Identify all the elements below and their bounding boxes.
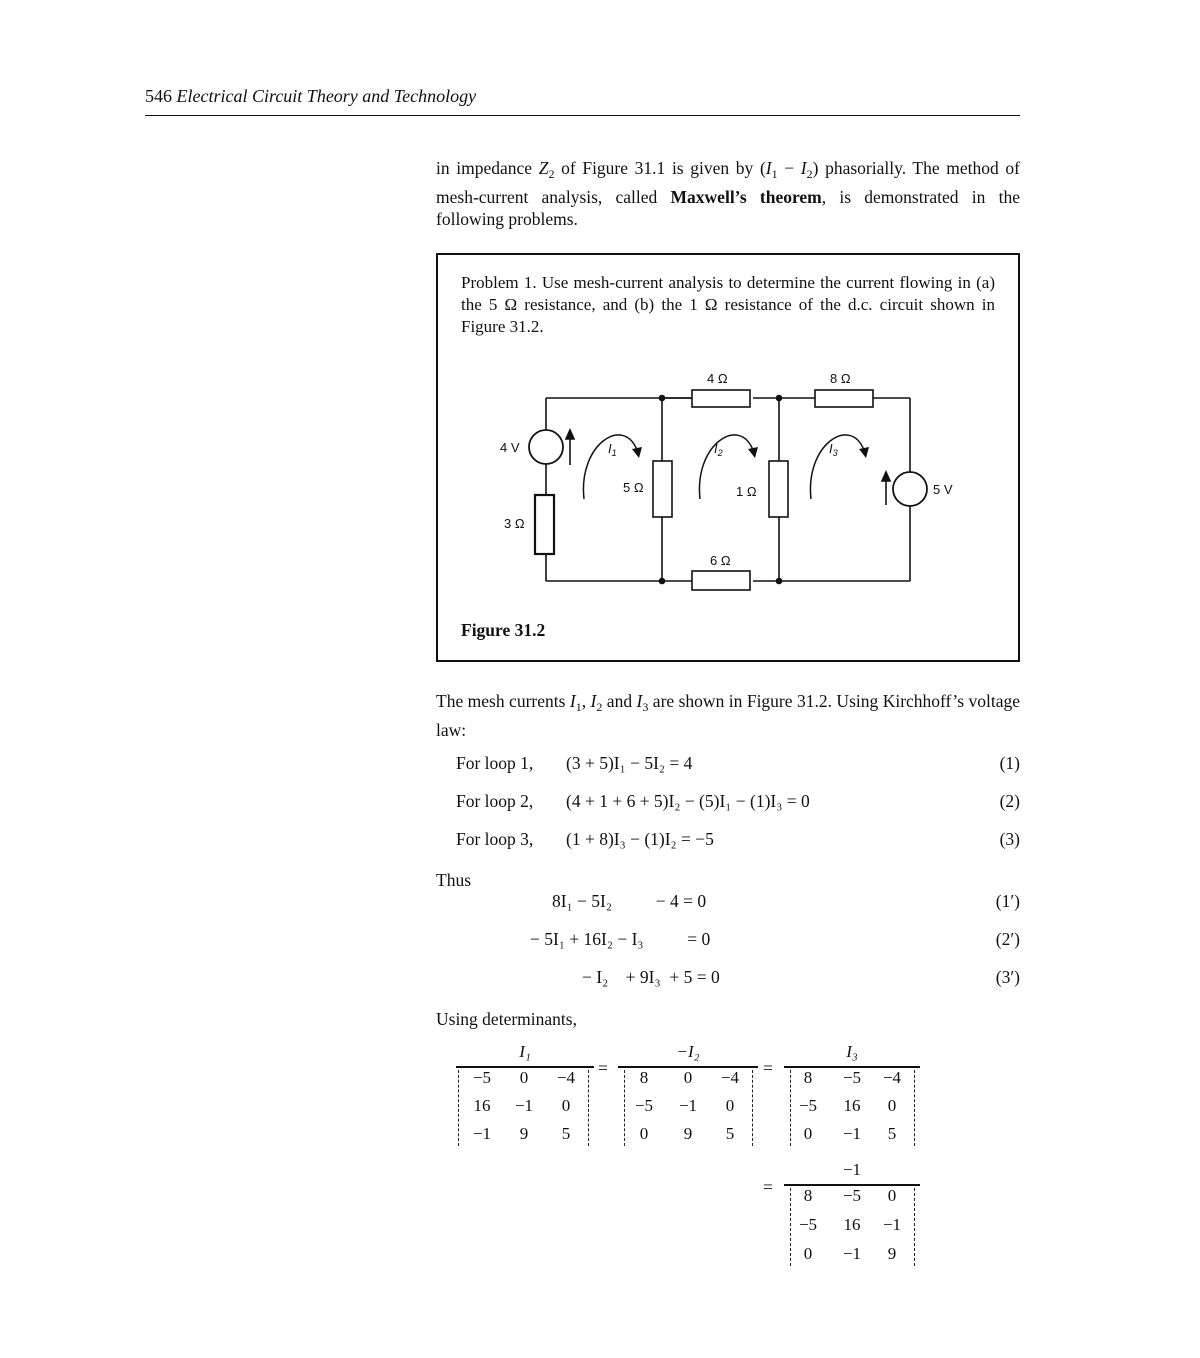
determinant-2 bbox=[618, 1040, 758, 1150]
intro-paragraph bbox=[436, 157, 1020, 231]
junction-dot bbox=[659, 578, 666, 585]
det2-cell: 0 bbox=[725, 1096, 735, 1115]
mesh-i2: I bbox=[590, 691, 597, 711]
voltage-source-4v bbox=[529, 430, 563, 464]
intro-i2-sub: 2 bbox=[806, 167, 813, 181]
thus-eq-2-number: (2′) bbox=[995, 929, 1020, 949]
thus-eq-3: − I₂ + 9I₃ + 5 = 0 bbox=[582, 967, 720, 987]
det2-cell: 0 bbox=[639, 1124, 649, 1143]
intro-text-2: of Figure 31.1 is given by ( bbox=[554, 158, 766, 178]
equals-sign: = bbox=[763, 1058, 773, 1078]
resistor-3-ohm bbox=[535, 495, 554, 554]
loop3-equation: (1 + 8)I₃ − (1)I₂ = −5 bbox=[566, 829, 714, 849]
mesh-i3-sub: 3 bbox=[642, 700, 649, 714]
det3-cell: 5 bbox=[887, 1124, 897, 1143]
equals-sign: = bbox=[763, 1177, 773, 1197]
det3-numerator: I₃ bbox=[846, 1042, 858, 1061]
book-title: Electrical Circuit Theory and Technology bbox=[176, 86, 477, 106]
det4-cell: −5 bbox=[798, 1215, 818, 1234]
label-3-ohm: 3 Ω bbox=[504, 516, 525, 531]
det1-cell: 0 bbox=[561, 1096, 571, 1115]
label-5-volt: 5 V bbox=[933, 482, 953, 497]
mesh-text-b: , bbox=[581, 691, 591, 711]
loop3-number: (3) bbox=[999, 829, 1020, 849]
label-8-ohm: 8 Ω bbox=[830, 371, 851, 386]
det3-cell: 16 bbox=[843, 1096, 861, 1115]
label-5-ohm: 5 Ω bbox=[623, 480, 644, 495]
det1-cell: 9 bbox=[519, 1124, 529, 1143]
junction-dot bbox=[776, 578, 783, 585]
det2-cell: −4 bbox=[720, 1068, 740, 1087]
loop2-number: (2) bbox=[999, 791, 1020, 811]
loop1-equation: (3 + 5)I₁ − 5I₂ = 4 bbox=[566, 753, 693, 773]
det2-cell: 8 bbox=[639, 1068, 649, 1087]
det4-cell: 0 bbox=[803, 1244, 813, 1263]
det4-cell: 9 bbox=[887, 1244, 897, 1263]
mesh-i1-sub: 1 bbox=[575, 700, 582, 714]
running-header bbox=[145, 86, 1020, 116]
loop1-label: For loop 1, bbox=[456, 753, 534, 773]
det2-cell: 5 bbox=[725, 1124, 735, 1143]
det4-cell: 0 bbox=[887, 1186, 897, 1205]
label-mesh-i1: $I_1$ bbox=[608, 441, 617, 458]
intro-i2: I bbox=[800, 158, 807, 178]
det1-cell: −1 bbox=[472, 1124, 492, 1143]
thus-eq-3-number: (3′) bbox=[995, 967, 1020, 987]
loop1-number: (1) bbox=[999, 753, 1020, 773]
det1-cell: −5 bbox=[472, 1068, 492, 1087]
det3-cell: −1 bbox=[842, 1124, 862, 1143]
label-6-ohm: 6 Ω bbox=[710, 553, 731, 568]
mesh-i3: I bbox=[636, 691, 643, 711]
resistor-4-ohm bbox=[692, 390, 750, 407]
label-4-volt: 4 V bbox=[500, 440, 520, 455]
determinant-1 bbox=[456, 1040, 594, 1150]
label-mesh-i2: $I_2$ bbox=[714, 441, 723, 458]
det1-numerator: I₁ bbox=[519, 1042, 531, 1061]
maxwell-theorem: Maxwell’s theorem bbox=[670, 186, 822, 207]
det4-cell: −5 bbox=[842, 1186, 862, 1205]
junction-dot bbox=[659, 395, 666, 402]
det4-cell: −1 bbox=[882, 1215, 902, 1234]
resistor-6-ohm bbox=[692, 571, 750, 590]
problem-box bbox=[436, 253, 1020, 662]
circuit-diagram bbox=[438, 255, 1018, 660]
determinant-3 bbox=[784, 1040, 920, 1150]
det2-cell: −5 bbox=[634, 1096, 654, 1115]
label-mesh-i3: $I_3$ bbox=[829, 441, 838, 458]
mesh-i1: I bbox=[569, 691, 576, 711]
loop2-equation: (4 + 1 + 6 + 5)I₂ − (5)I₁ − (1)I₃ = 0 bbox=[566, 791, 810, 811]
det2-numerator: −I₂ bbox=[676, 1042, 700, 1061]
det1-cell: 5 bbox=[561, 1124, 571, 1143]
intro-text-4: , is demonstrated in the following problems. bbox=[436, 186, 1020, 229]
thus-eq-1-number: (1′) bbox=[995, 891, 1020, 911]
det1-cell: −4 bbox=[556, 1068, 576, 1087]
mesh-paragraph bbox=[436, 690, 1020, 741]
intro-text-1: in impedance bbox=[436, 158, 539, 178]
det3-cell: 0 bbox=[887, 1096, 897, 1115]
mesh-i2-sub: 2 bbox=[596, 700, 603, 714]
resistor-1-ohm bbox=[769, 461, 788, 517]
det4-numerator: −1 bbox=[842, 1160, 862, 1179]
intro-z: Z bbox=[538, 158, 549, 178]
page-number: 546 bbox=[145, 86, 172, 106]
problem-text: Problem 1. Use mesh-current analysis to determine the current flowing in (a) the 5 Ω resistance, and (b) the 1 Ω resistance of the d.c. circuit shown in Figure 31.2. bbox=[461, 273, 995, 336]
det2-cell: 0 bbox=[683, 1068, 693, 1087]
det3-cell: −5 bbox=[798, 1096, 818, 1115]
label-4-ohm: 4 Ω bbox=[707, 371, 728, 386]
mesh-text-a: The mesh currents bbox=[436, 691, 570, 711]
det4-cell: 8 bbox=[803, 1186, 813, 1205]
resistor-8-ohm bbox=[815, 390, 873, 407]
det2-cell: 9 bbox=[683, 1124, 693, 1143]
thus-label: Thus bbox=[436, 870, 471, 890]
label-1-ohm: 1 Ω bbox=[736, 484, 757, 499]
intro-i1-sub: 1 bbox=[771, 167, 778, 181]
det3-cell: −4 bbox=[882, 1068, 902, 1087]
using-determinants-label: Using determinants, bbox=[436, 1009, 577, 1029]
intro-minus: − bbox=[777, 158, 801, 178]
det4-cell: 16 bbox=[843, 1215, 861, 1234]
determinant-4 bbox=[784, 1158, 920, 1270]
figure-caption: Figure 31.2 bbox=[461, 620, 546, 640]
det3-cell: 8 bbox=[803, 1068, 813, 1087]
loop2-label: For loop 2, bbox=[456, 791, 534, 811]
loop3-label: For loop 3, bbox=[456, 829, 534, 849]
det1-cell: −1 bbox=[514, 1096, 534, 1115]
det4-cell: −1 bbox=[842, 1244, 862, 1263]
det1-cell: 0 bbox=[519, 1068, 529, 1087]
intro-i1: I bbox=[765, 158, 772, 178]
resistor-5-ohm bbox=[653, 461, 672, 517]
det3-cell: −5 bbox=[842, 1068, 862, 1087]
intro-z-sub: 2 bbox=[548, 167, 555, 181]
det3-cell: 0 bbox=[803, 1124, 813, 1143]
mesh-arrow-i3 bbox=[810, 435, 864, 499]
voltage-source-5v bbox=[893, 472, 927, 506]
intro-text-3: ) phasorially. The method of mesh-current analysis, called bbox=[436, 158, 1020, 207]
mesh-text-c: and bbox=[602, 691, 637, 711]
mesh-text-d: are shown in Figure 31.2. Using Kirchhoff’s voltage law: bbox=[436, 691, 1020, 740]
det2-cell: −1 bbox=[678, 1096, 698, 1115]
det1-cell: 16 bbox=[473, 1096, 491, 1115]
junction-dot bbox=[776, 395, 783, 402]
equals-sign: = bbox=[598, 1058, 608, 1078]
thus-eq-1: 8I₁ − 5I₂ − 4 = 0 bbox=[552, 891, 707, 911]
thus-eq-2: − 5I₁ + 16I₂ − I₃ = 0 bbox=[530, 929, 711, 949]
